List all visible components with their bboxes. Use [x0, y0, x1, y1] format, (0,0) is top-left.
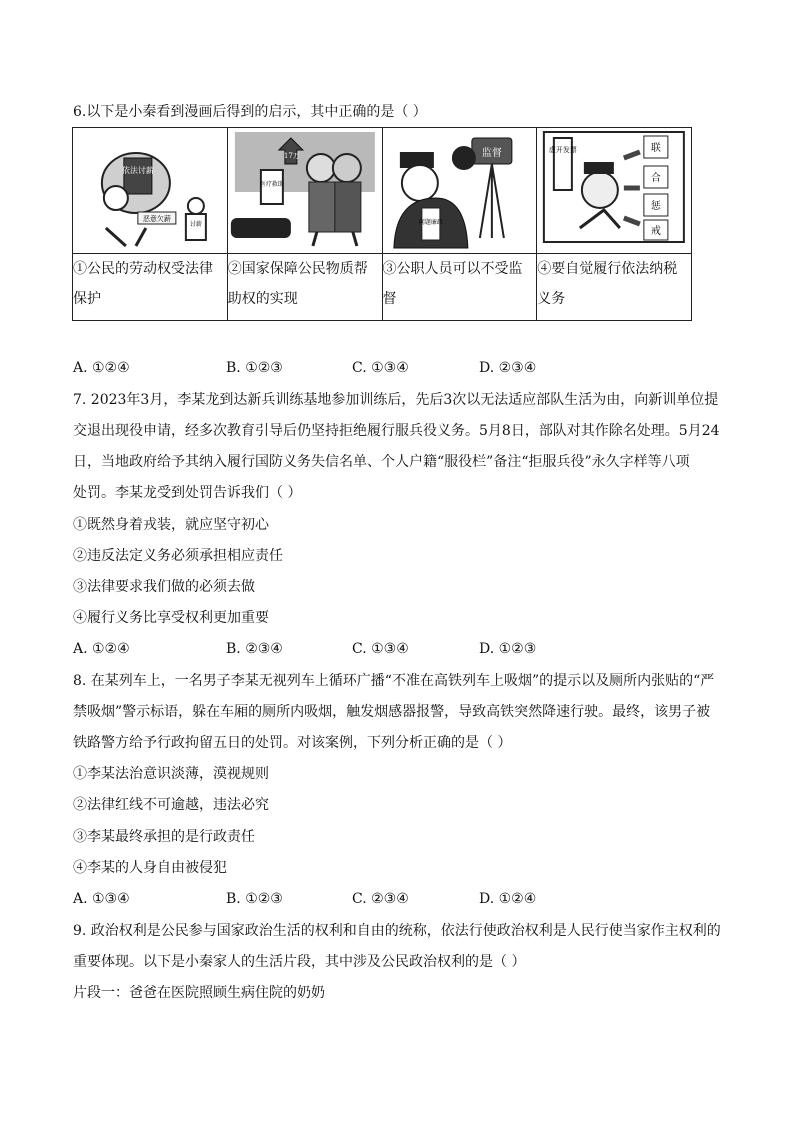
q6-option-a: A. ①②④ [73, 360, 130, 376]
q7-stem-line-2: 交退出现役申请，经多次教育引导后仍坚持拒绝履行服兵役义务。5月8日，部队对其作除名处理。5月24 [73, 423, 720, 439]
cartoon-tax-image [537, 128, 691, 253]
q7-statement-2: ②违反法定义务必须承担相应责任 [73, 548, 283, 564]
q8-option-c: C. ②③④ [352, 891, 409, 907]
cartoon4-text-b: 联 [651, 143, 662, 154]
q8-stem-line-2: 禁吸烟”警示标语，躲在车厢的厕所内吸烟，触发烟感器报警，导致高铁突然降速行驶。最终，该男子被 [73, 704, 711, 720]
q7-statement-3: ③法律要求我们做的必须去做 [73, 579, 255, 595]
q9-stem-line-2: 重要体现。以下是小秦家人的生活片段，其中涉及公民政治权利的是（ ） [73, 954, 526, 970]
q8-stem-line-1: 8. 在某列车上，一名男子李某无视列车上循环广播“不准在高铁列车上吸烟”的提示以及厕所内张贴的“严 [73, 673, 715, 689]
q9-fragment-1: 片段一：爸爸在医院照顾生病住院的奶奶 [73, 985, 325, 1001]
cartoon4-text-c: 合 [651, 173, 662, 184]
q8-stem-line-3: 铁路警方给予行政拘留五日的处罚。对该案例，下列分析正确的是（ ） [73, 735, 512, 751]
q6-stem: 6.以下是小秦看到漫画后得到的启示，其中正确的是（ ） [73, 104, 427, 120]
q8-statement-1: ①李某法治意识淡薄，漠视规则 [73, 766, 269, 782]
cartoon-material-aid-image [228, 128, 382, 253]
cartoon4-text-e: 戒 [651, 226, 662, 237]
q8-option-d: D. ①②④ [479, 891, 537, 907]
cartoon1-text-a: 依法讨薪 [121, 166, 154, 175]
cartoon3-text-b: 问题廉政 [418, 219, 443, 226]
cartoon-cell-4 [537, 128, 692, 254]
q8-option-a: A. ①③④ [73, 891, 130, 907]
cartoon-caption-3: ③公职人员可以不受监督 [382, 254, 537, 321]
q7-statement-1: ①既然身着戎装，就应坚守初心 [73, 517, 269, 533]
cartoon-cell-3 [382, 128, 537, 254]
cartoon2-text-a: 17万 [283, 152, 300, 160]
q7-option-d: D. ①②③ [479, 641, 537, 657]
q7-option-b: B. ②③④ [226, 641, 283, 657]
cartoon2-text-b: 医疗救助 [259, 181, 284, 188]
q8-statement-4: ④李某的人身自由被侵犯 [73, 860, 227, 876]
q6-option-c: C. ①③④ [352, 360, 409, 376]
cartoon-supervision-image [383, 128, 537, 253]
cartoon1-text-b: 恶意欠薪 [142, 215, 171, 223]
q6-option-b: B. ①②③ [226, 360, 283, 376]
cartoon4-text-a: 虚开发票 [549, 146, 578, 154]
cartoon-caption-4: ④要自觉履行依法纳税义务 [537, 254, 692, 321]
cartoon3-text-a: 监督 [481, 148, 502, 159]
cartoon4-text-d: 惩 [651, 201, 662, 212]
q7-statement-4: ④履行义务比享受权利更加重要 [73, 610, 269, 626]
q7-stem-line-1: 7. 2023年3月，李某龙到达新兵训练基地参加训练后，先后3次以无法适应部队生活为由，向新训单位提 [73, 392, 719, 408]
q6-cartoon-table [72, 127, 692, 321]
q8-option-b: B. ①②③ [226, 891, 283, 907]
cartoon-caption-1: ①公民的劳动权受法律保护 [73, 254, 228, 321]
q7-stem-line-3: 日，当地政府给予其纳入履行国防义务失信名单、个人户籍“服役栏”备注“拒服兵役”永久字样等八项 [73, 454, 690, 470]
cartoon-labor-rights-image [73, 128, 227, 253]
q6-option-d: D. ②③④ [479, 360, 537, 376]
q8-statement-2: ②法律红线不可逾越，违法必究 [73, 797, 269, 813]
q7-option-c: C. ①③④ [352, 641, 409, 657]
cartoon-cell-1 [73, 128, 228, 254]
cartoon-caption-2: ②国家保障公民物质帮助权的实现 [227, 254, 382, 321]
q7-option-a: A. ①②④ [73, 641, 130, 657]
q7-stem-line-4: 处罚。李某龙受到处罚告诉我们（ ） [73, 485, 302, 501]
cartoon1-text-c: 讨薪 [189, 221, 202, 228]
cartoon-cell-2 [227, 128, 382, 254]
q8-statement-3: ③李某最终承担的是行政责任 [73, 829, 255, 845]
q9-stem-line-1: 9. 政治权利是公民参与国家政治生活的权利和自由的统称，依法行使政治权利是人民行使当家作主权利的 [73, 923, 721, 939]
